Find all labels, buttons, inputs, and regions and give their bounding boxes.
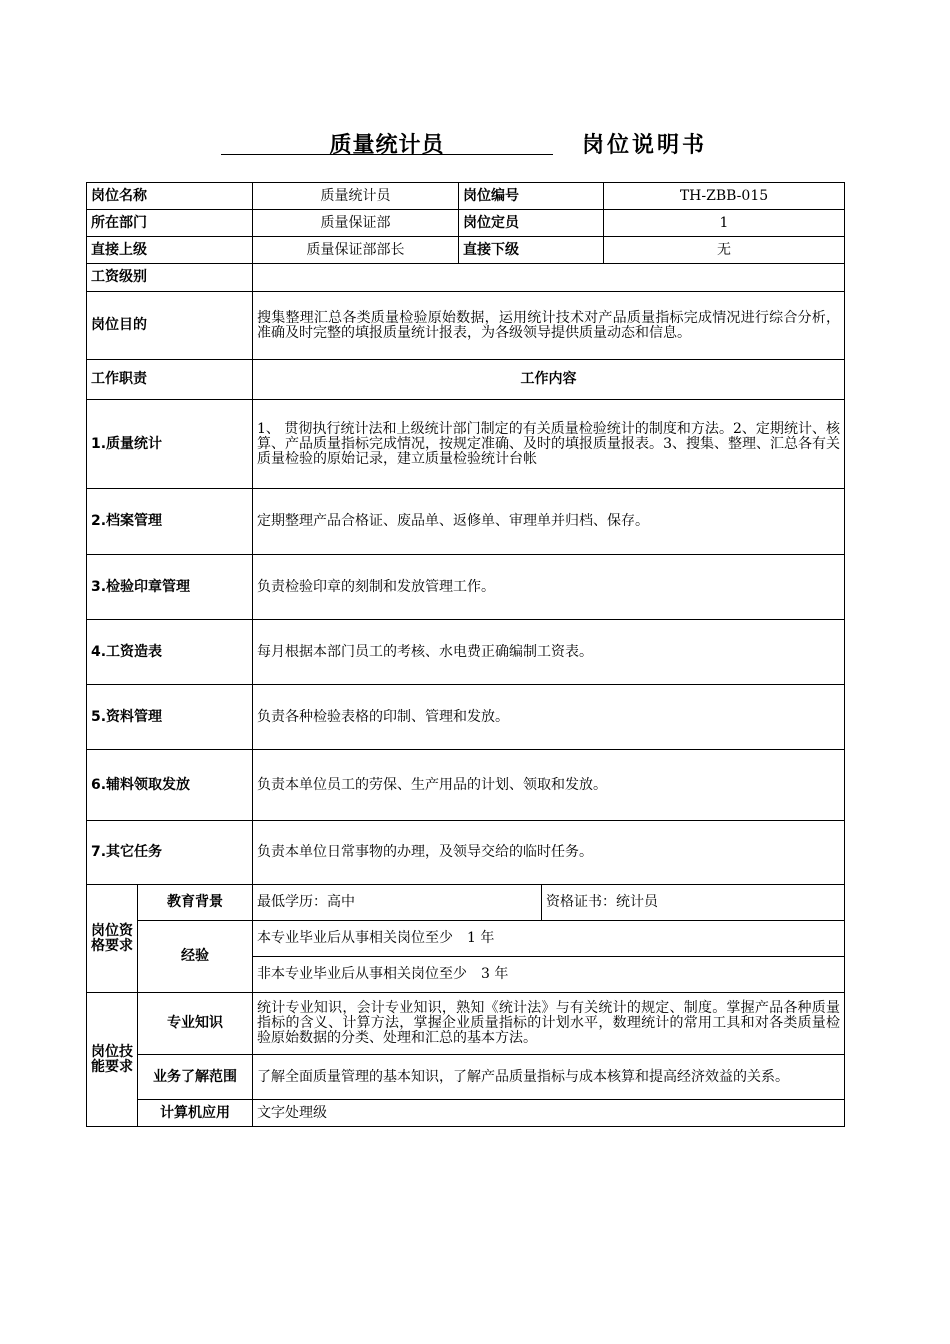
- document-title: [0, 128, 950, 162]
- duty-title: 1.质量统计: [87, 400, 253, 489]
- duty-content: 负责检验印章的刻制和发放管理工作。: [253, 555, 845, 620]
- experience-row-1: [87, 921, 845, 957]
- purpose-label: 岗位目的: [87, 292, 253, 360]
- knowledge-row: [87, 993, 845, 1055]
- duty-row: [87, 555, 845, 620]
- experience-label: 经验: [138, 921, 253, 993]
- subordinate-label: 直接下级: [459, 237, 604, 264]
- info-row-dept: [87, 210, 845, 237]
- position-code-value: TH-ZBB-015: [604, 183, 845, 210]
- computer-row: [87, 1100, 845, 1127]
- subordinate-value: 无: [604, 237, 845, 264]
- department-value: 质量保证部: [253, 210, 459, 237]
- position-name-value: 质量统计员: [253, 183, 459, 210]
- duty-row: [87, 489, 845, 555]
- duty-content: 每月根据本部门员工的考核、水电费正确编制工资表。: [253, 620, 845, 685]
- knowledge-label: 专业知识: [138, 993, 253, 1055]
- headcount-label: 岗位定员: [459, 210, 604, 237]
- duty-row: [87, 400, 845, 489]
- job-title: 质量统计员: [329, 133, 445, 158]
- duty-row: [87, 750, 845, 821]
- job-description-table: [86, 182, 845, 1127]
- document-type-title: 岗位说明书: [582, 133, 708, 158]
- duty-row: [87, 620, 845, 685]
- duty-content: 定期整理产品合格证、废品单、返修单、审理单并归档、保存。: [253, 489, 845, 555]
- duty-row: [87, 821, 845, 885]
- department-label: 所在部门: [87, 210, 253, 237]
- salary-grade-label: 工资级别: [87, 264, 253, 292]
- purpose-row: [87, 292, 845, 360]
- superior-value: 质量保证部部长: [253, 237, 459, 264]
- duty-title: 5.资料管理: [87, 685, 253, 750]
- duties-content-header: 工作内容: [253, 360, 845, 400]
- certificate-value: 资格证书：统计员: [542, 885, 845, 921]
- duty-content: 负责各种检验表格的印制、管理和发放。: [253, 685, 845, 750]
- experience-value-2: 非本专业毕业后从事相关岗位至少 3 年: [253, 957, 845, 993]
- headcount-value: 1: [604, 210, 845, 237]
- salary-grade-value: [253, 264, 845, 292]
- duties-header-label: 工作职责: [87, 360, 253, 400]
- duty-title: 2.档案管理: [87, 489, 253, 555]
- duty-title: 3.检验印章管理: [87, 555, 253, 620]
- position-code-label: 岗位编号: [459, 183, 604, 210]
- duty-title: 6.辅料领取发放: [87, 750, 253, 821]
- superior-label: 直接上级: [87, 237, 253, 264]
- duties-header-row: [87, 360, 845, 400]
- duty-content: 负责本单位日常事物的办理，及领导交给的临时任务。: [253, 821, 845, 885]
- education-row: [87, 885, 845, 921]
- duty-row: [87, 685, 845, 750]
- education-value: 最低学历：高中: [253, 885, 542, 921]
- knowledge-value: 统计专业知识，会计专业知识，熟知《统计法》与有关统计的规定、制度。掌握产品各种质量指标的含义、计算方法，掌握企业质量指标的计划水平，数理统计的常用工具和对各类质量检验原始数据的分类、处理和汇总的基本方法。: [253, 993, 845, 1055]
- skills-group-label: 岗位技能要求: [87, 993, 138, 1127]
- info-row-name: [87, 183, 845, 210]
- business-row: [87, 1055, 845, 1100]
- business-scope-value: 了解全面质量管理的基本知识，了解产品质量指标与成本核算和提高经济效益的关系。: [253, 1055, 845, 1100]
- computer-skill-label: 计算机应用: [138, 1100, 253, 1127]
- position-name-label: 岗位名称: [87, 183, 253, 210]
- duty-content: 1、 贯彻执行统计法和上级统计部门制定的有关质量检验统计的制度和方法。2、定期统计、核算、产品质量指标完成情况，按规定准确、及时的填报质量报表。3、搜集、整理、汇总各有关质量检验的原始记录，建立质量检验统计台帐: [253, 400, 845, 489]
- info-row-salary: [87, 264, 845, 292]
- experience-value-1: 本专业毕业后从事相关岗位至少 1 年: [253, 921, 845, 957]
- education-label: 教育背景: [138, 885, 253, 921]
- business-scope-label: 业务了解范围: [138, 1055, 253, 1100]
- duty-title: 7.其它任务: [87, 821, 253, 885]
- qualification-group-label: 岗位资格要求: [87, 885, 138, 993]
- computer-skill-value: 文字处理级: [253, 1100, 845, 1127]
- duty-title: 4.工资造表: [87, 620, 253, 685]
- info-row-superior: [87, 237, 845, 264]
- duty-content: 负责本单位员工的劳保、生产用品的计划、领取和发放。: [253, 750, 845, 821]
- purpose-text: 搜集整理汇总各类质量检验原始数据，运用统计技术对产品质量指标完成情况进行综合分析，准确及时完整的填报质量统计报表，为各级领导提供质量动态和信息。: [253, 292, 845, 360]
